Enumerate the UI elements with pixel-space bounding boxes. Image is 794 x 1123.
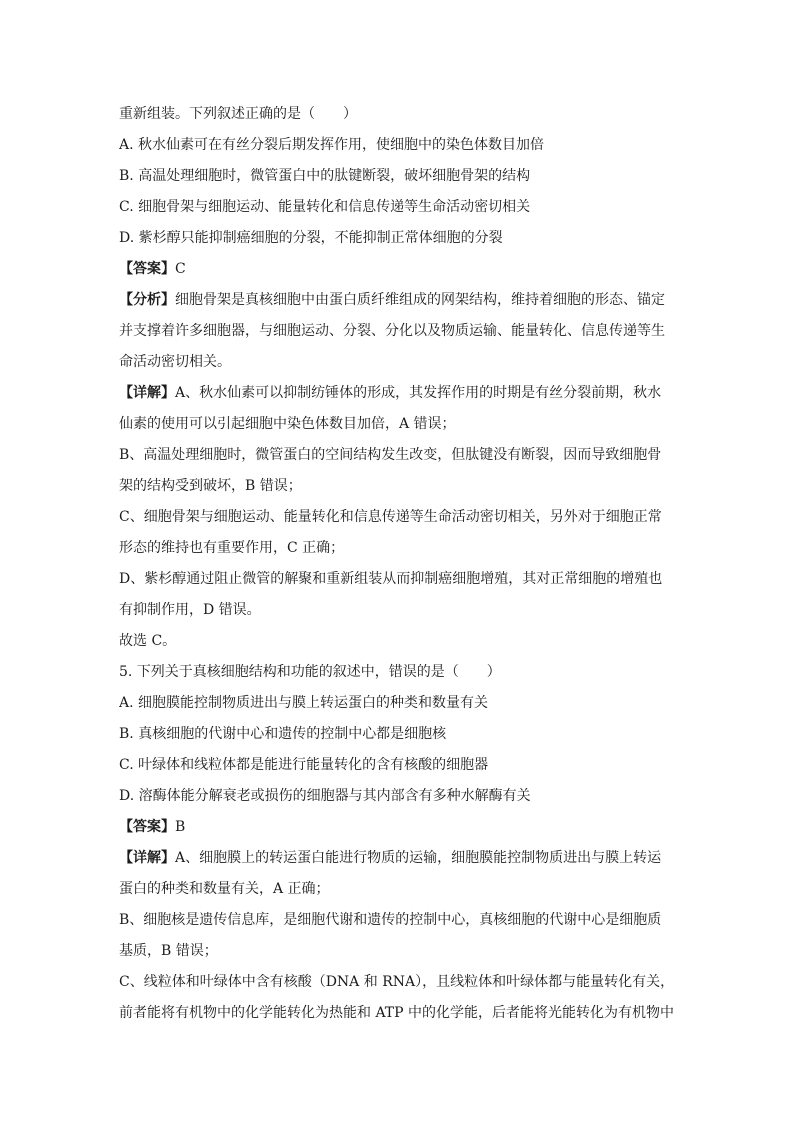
q4-analysis-text-1: 细胞骨架是真核细胞中由蛋白质纤维组成的网架结构，维持着细胞的形态、锚定 [175,292,665,308]
q5-detail-line-6: 前者能将有机物中的化学能转化为热能和 ATP 中的化学能，后者能将光能转化为有机物中 [119,1005,674,1021]
detail-label: 【详解】 [119,385,175,401]
q5-stem: 5. 下列关于真核细胞结构和功能的叙述中，错误的是（ ） [119,664,501,680]
q4-analysis-line-1 [119,290,674,310]
q4-analysis-line-2: 并支撑着许多细胞器，与细胞运动、分裂、分化以及物质运输、能量转化、信息传递等生 [119,323,665,339]
detail-label: 【详解】 [119,850,175,866]
q4-detail-line-6: 形态的维持也有重要作用，C 正确； [119,540,345,556]
q4-detail-line-2: 仙素的使用可以引起细胞中染色体数目加倍，A 错误； [119,416,456,432]
q4-option-a: A. 秋水仙素可在有丝分裂后期发挥作用，使细胞中的染色体数目加倍 [119,137,545,153]
q5-detail-line-3: B、细胞核是遗传信息库，是细胞代谢和遗传的控制中心，真核细胞的代谢中心是细胞质 [119,912,662,928]
q5-answer [119,817,674,837]
q5-detail-line-2: 蛋白的种类和数量有关，A 正确； [119,881,330,897]
q5-option-b: B. 真核细胞的代谢中心和遗传的控制中心都是细胞核 [119,726,447,742]
q4-detail-line-3: B、高温处理细胞时，微管蛋白的空间结构发生改变，但肽键没有断裂，因而导致细胞骨 [119,447,662,463]
answer-label: 【答案】 [119,261,175,277]
q4-option-c: C. 细胞骨架与细胞运动、能量转化和信息传递等生命活动密切相关 [119,199,531,215]
q4-analysis-line-3: 命活动密切相关。 [119,354,231,370]
q5-option-c: C. 叶绿体和线粒体都是能进行能量转化的含有核酸的细胞器 [119,757,489,773]
q5-detail-line-4: 基质，B 错误； [119,943,218,959]
q5-answer-value: B [175,819,186,835]
q4-detail-line-4: 架的结构受到破坏，B 错误； [119,478,302,494]
answer-label: 【答案】 [119,819,175,835]
q4-answer-value: C [175,261,186,277]
q4-option-b: B. 高温处理细胞时，微管蛋白中的肽键断裂，破坏细胞骨架的结构 [119,168,531,184]
q4-stem-tail: 重新组装。下列叙述正确的是（ ） [119,106,357,122]
q4-answer [119,259,674,279]
q4-detail-text-1: A、秋水仙素可以抑制纺锤体的形成，其发挥作用的时期是有丝分裂前期，秋水 [175,385,662,401]
q5-option-a: A. 细胞膜能控制物质进出与膜上转运蛋白的种类和数量有关 [119,695,489,711]
q4-detail-line-7: D、紫杉醇通过阻止微管的解聚和重新组装从而抑制癌细胞增殖，其对正常细胞的增殖也 [119,571,663,587]
q5-detail-line-5: C、线粒体和叶绿体中含有核酸（DNA 和 RNA），且线粒体和叶绿体都与能量转化有关， [119,974,674,990]
q4-detail-line-1 [119,383,674,403]
q4-option-d: D. 紫杉醇只能抑制癌细胞的分裂，不能抑制正常体细胞的分裂 [119,230,503,246]
q4-conclusion: 故选 C。 [119,633,177,649]
analysis-label: 【分析】 [119,292,175,308]
q5-detail-text-1: A、细胞膜上的转运蛋白能进行物质的运输，细胞膜能控制物质进出与膜上转运 [175,850,662,866]
q4-detail-line-5: C、细胞骨架与细胞运动、能量转化和信息传递等生命活动密切相关，另外对于细胞正常 [119,509,662,525]
q5-detail-line-1 [119,848,674,868]
q4-detail-line-8: 有抑制作用，D 错误。 [119,602,261,618]
q5-option-d: D. 溶酶体能分解衰老或损伤的细胞器与其内部含有多种水解酶有关 [119,788,531,804]
